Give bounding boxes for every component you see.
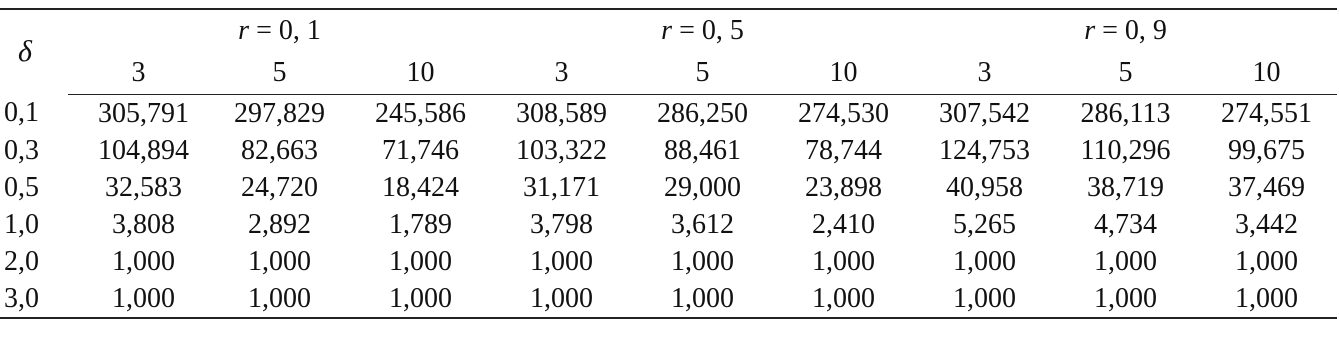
table-cell: 110,296 — [1080, 134, 1171, 166]
table-cell: 307,542 — [939, 97, 1031, 129]
table-cell: 1,789 — [389, 208, 452, 240]
row-delta-label: 2,0 — [4, 245, 39, 277]
group-eq: = 0, 1 — [249, 15, 321, 46]
table-cell: 1,000 — [671, 245, 735, 277]
subheader-cell: 10 — [350, 52, 491, 95]
table-row — [0, 280, 1337, 318]
row-delta-label: 3,0 — [0, 280, 68, 318]
table-cell: 245,586 — [375, 97, 466, 129]
row-delta-label: 1,0 — [4, 208, 39, 240]
group-header-r-0-9 — [914, 9, 1337, 52]
table-cell: 32,583 — [105, 171, 182, 203]
table-cell: 1,000 — [389, 245, 452, 277]
subheader-row — [0, 52, 1337, 95]
table-cell: 1,000 — [530, 245, 594, 277]
table-cell: 308,589 — [516, 97, 608, 129]
table-cell: 24,720 — [241, 171, 318, 203]
table-cell: 1,000 — [1235, 245, 1299, 277]
table-cell: 1,000 — [491, 280, 632, 318]
row-delta-label: 0,3 — [4, 134, 39, 166]
group-var: r — [238, 15, 250, 46]
table-row — [0, 206, 1337, 243]
table-cell: 286,113 — [1080, 97, 1171, 129]
table-cell: 29,000 — [664, 171, 742, 203]
table-cell: 5,265 — [953, 208, 1017, 240]
table-cell: 71,746 — [382, 134, 459, 166]
delta-column-header: δ — [0, 9, 68, 95]
table-cell: 88,461 — [664, 134, 742, 166]
table-cell: 305,791 — [98, 97, 189, 129]
group-header-r-0-5 — [491, 9, 914, 52]
table-cell: 103,322 — [516, 134, 608, 166]
row-delta-label: 0,1 — [4, 97, 39, 129]
group-header-r-0-1 — [68, 9, 491, 52]
table-cell: 2,892 — [248, 208, 311, 240]
table-cell: 3,442 — [1235, 208, 1299, 240]
table-cell: 1,000 — [209, 280, 350, 318]
table-row — [0, 95, 1337, 133]
subheader-cell: 3 — [914, 52, 1055, 95]
group-header-row — [0, 9, 1337, 52]
table-cell: 1,000 — [248, 245, 311, 277]
subheader-cell: 5 — [632, 52, 773, 95]
table-cell: 3,612 — [671, 208, 735, 240]
group-eq: = 0, 9 — [1095, 15, 1167, 46]
table-cell: 1,000 — [812, 245, 876, 277]
group-var: r — [1084, 15, 1096, 46]
subheader-cell: 10 — [773, 52, 914, 95]
table-cell: 1,000 — [953, 245, 1017, 277]
table-cell: 37,469 — [1228, 171, 1306, 203]
table-cell: 82,663 — [241, 134, 318, 166]
results-table — [0, 8, 1337, 319]
table-cell: 1,000 — [350, 280, 491, 318]
table-row — [0, 132, 1337, 169]
table-cell: 23,898 — [805, 171, 883, 203]
table-row — [0, 243, 1337, 280]
table-cell: 31,171 — [523, 171, 601, 203]
subheader-cell: 10 — [1196, 52, 1337, 95]
subheader-cell: 5 — [209, 52, 350, 95]
row-delta-label: 0,5 — [4, 171, 39, 203]
group-var: r — [661, 15, 673, 46]
table-cell: 297,829 — [234, 97, 325, 129]
subheader-cell: 3 — [68, 52, 209, 95]
table-cell: 4,734 — [1094, 208, 1158, 240]
table-cell: 38,719 — [1087, 171, 1165, 203]
table-cell: 18,424 — [382, 171, 459, 203]
table-cell: 1,000 — [1094, 245, 1158, 277]
table-cell: 1,000 — [632, 280, 773, 318]
table-cell: 1,000 — [1055, 280, 1196, 318]
table-cell: 124,753 — [939, 134, 1031, 166]
table-row — [0, 169, 1337, 206]
table-cell: 286,250 — [657, 97, 749, 129]
table-cell: 1,000 — [112, 245, 175, 277]
subheader-cell: 5 — [1055, 52, 1196, 95]
table-cell: 3,808 — [112, 208, 175, 240]
table-cell: 1,000 — [68, 280, 209, 318]
table-cell: 274,530 — [798, 97, 890, 129]
table-cell: 1,000 — [914, 280, 1055, 318]
table-cell: 104,894 — [98, 134, 189, 166]
table-cell: 99,675 — [1228, 134, 1306, 166]
table-cell: 2,410 — [812, 208, 876, 240]
subheader-cell: 3 — [491, 52, 632, 95]
table-cell: 40,958 — [946, 171, 1024, 203]
table-cell: 274,551 — [1221, 97, 1313, 129]
table-cell: 78,744 — [805, 134, 883, 166]
table-cell: 1,000 — [1196, 280, 1337, 318]
table-cell: 3,798 — [530, 208, 594, 240]
group-eq: = 0, 5 — [672, 15, 744, 46]
table-cell: 1,000 — [773, 280, 914, 318]
